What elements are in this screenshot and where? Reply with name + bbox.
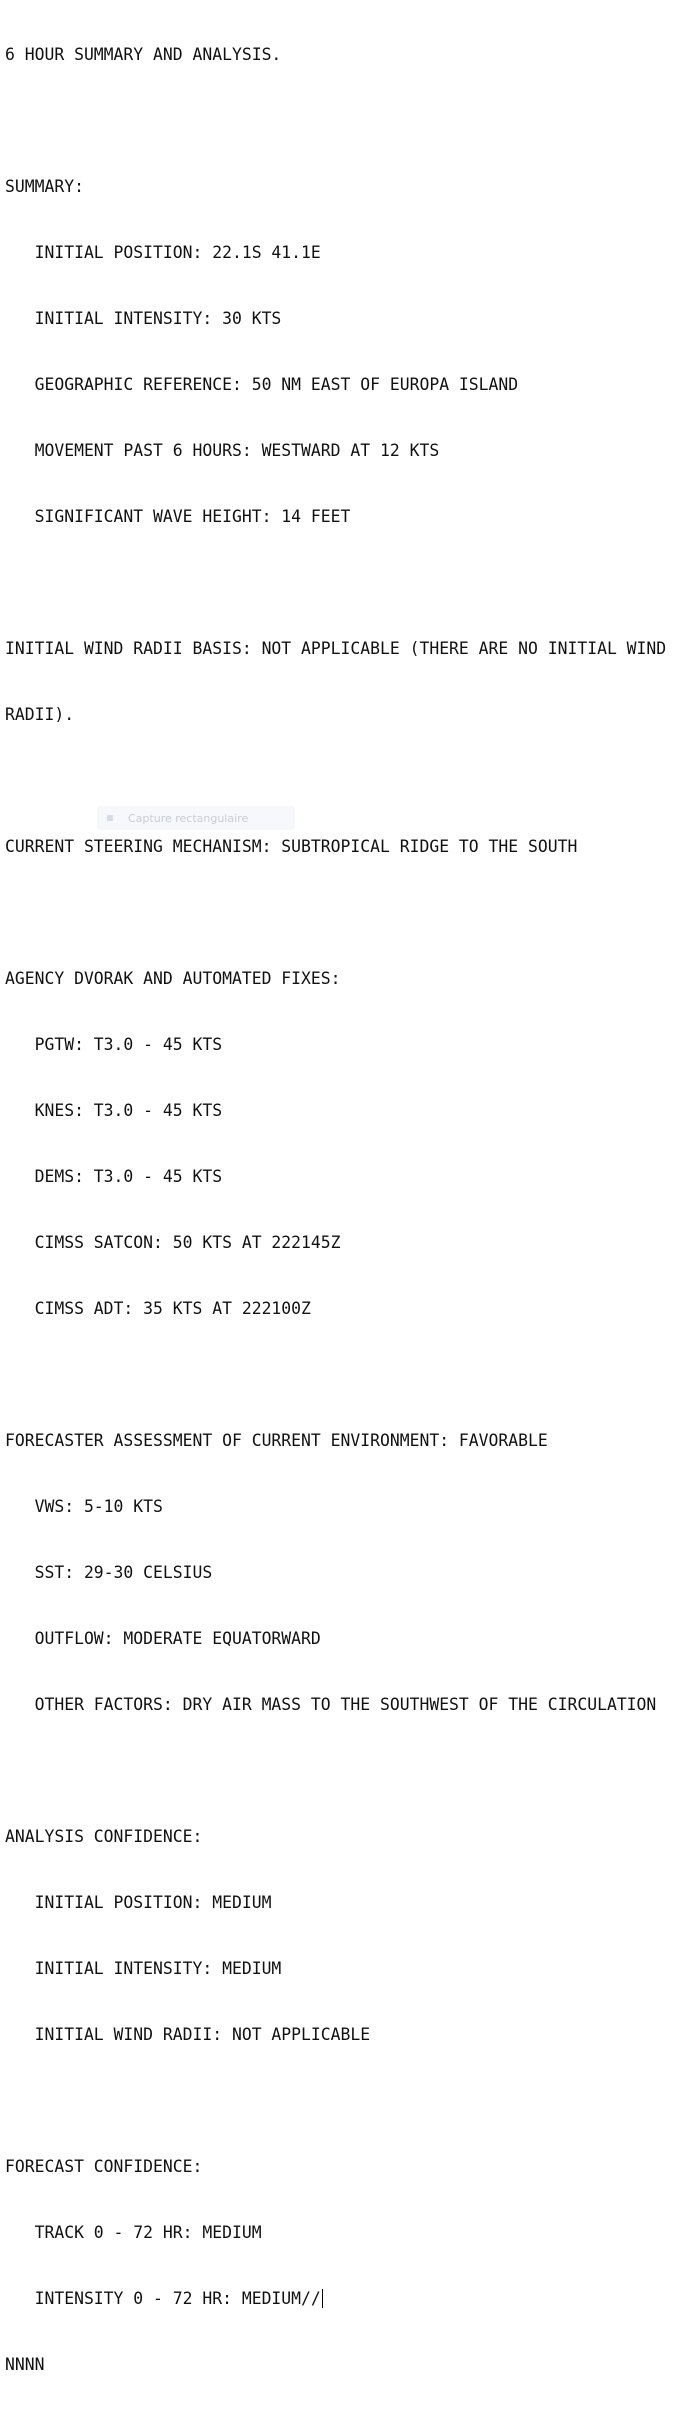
report-line: OUTFLOW: MODERATE EQUATORWARD [5,1629,321,1648]
report-line [5,902,695,924]
report-line: CURRENT STEERING MECHANISM: SUBTROPICAL RIDGE TO THE SOUTH [5,837,578,856]
report-line: INTENSITY 0 - 72 HR: MEDIUM// [5,2289,321,2308]
report-line: INITIAL WIND RADII BASIS: NOT APPLICABLE (THERE ARE NO INITIAL WIND [5,639,667,658]
report-line: SUMMARY: [5,177,84,196]
capture-tooltip [97,806,295,830]
report-line: PGTW: T3.0 - 45 KTS [5,1035,223,1054]
capture-tooltip-label: Capture rectangulaire [128,811,249,825]
report-line: GEOGRAPHIC REFERENCE: 50 NM EAST OF EUROPA ISLAND [5,375,519,394]
report-line: INITIAL INTENSITY: 30 KTS [5,309,282,328]
report-line [5,2090,695,2112]
report-line: FORECAST CONFIDENCE: [5,2157,203,2176]
report-line: INITIAL WIND RADII: NOT APPLICABLE [5,2025,371,2044]
report-line: VWS: 5-10 KTS [5,1497,163,1516]
capture-icon [107,815,113,821]
report-line [5,1760,695,1782]
report-line: AGENCY DVORAK AND AUTOMATED FIXES: [5,969,341,988]
report-line: SST: 29-30 CELSIUS [5,1563,213,1582]
report-line: MOVEMENT PAST 6 HOURS: WESTWARD AT 12 KTS [5,441,440,460]
report-line: INITIAL POSITION: MEDIUM [5,1893,272,1912]
report-line: NNNN [5,2355,45,2374]
report-line: INITIAL POSITION: 22.1S 41.1E [5,243,321,262]
report-line: CIMSS ADT: 35 KTS AT 222100Z [5,1299,311,1318]
report-line: 6 HOUR SUMMARY AND ANALYSIS. [5,45,282,64]
report-line [5,572,695,594]
report-line [5,1364,695,1386]
report-line: ANALYSIS CONFIDENCE: [5,1827,203,1846]
report-line-with-caret [5,2288,695,2310]
text-caret [322,2289,323,2308]
report-line [5,110,695,132]
report-line [5,770,695,792]
bulletin-text[interactable] [5,0,695,2420]
report-line: TRACK 0 - 72 HR: MEDIUM [5,2223,262,2242]
report-line: OTHER FACTORS: DRY AIR MASS TO THE SOUTHWEST OF THE CIRCULATION [5,1695,657,1714]
report-line: CIMSS SATCON: 50 KTS AT 222145Z [5,1233,341,1252]
report-line: KNES: T3.0 - 45 KTS [5,1101,223,1120]
report-line: FORECASTER ASSESSMENT OF CURRENT ENVIRONMENT: FAVORABLE [5,1431,548,1450]
report-line: INITIAL INTENSITY: MEDIUM [5,1959,282,1978]
report-line: DEMS: T3.0 - 45 KTS [5,1167,223,1186]
report-line: RADII). [5,705,75,724]
report-line: SIGNIFICANT WAVE HEIGHT: 14 FEET [5,507,351,526]
